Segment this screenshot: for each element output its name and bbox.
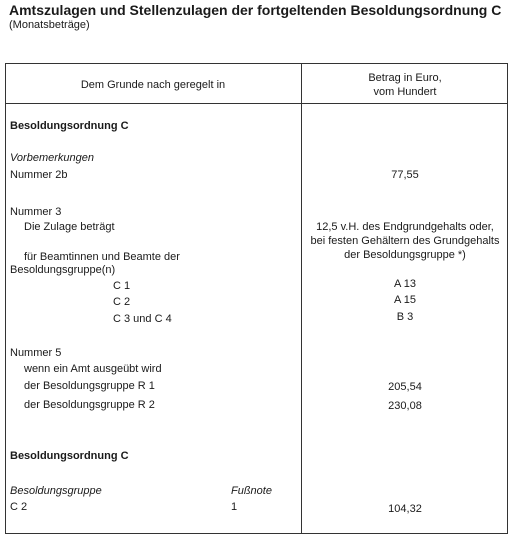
row-group: C 2 [10,501,28,513]
header-right-line2: vom Hundert [373,86,437,98]
header-left: Dem Grunde nach geregelt in [80,79,226,91]
beamte-text-line2: Besoldungsgruppe(n) [10,264,116,276]
row-value: 104,32 [388,503,422,515]
row-value: B 3 [396,311,414,323]
row-label: der Besoldungsgruppe R 1 [24,380,155,392]
page-subtitle: (Monatsbeträge) [9,19,90,31]
vorbemerkungen-label: Vorbemerkungen [10,152,94,164]
row-label: C 2 [113,296,131,308]
column-besoldungsgruppe: Besoldungsgruppe [10,485,102,497]
header-divider [5,103,508,104]
row-label: C 1 [113,280,131,292]
nummer-2b-value: 77,55 [391,169,419,181]
row-value: 205,54 [388,381,422,393]
nummer-5-label: Nummer 5 [10,347,62,359]
nummer-3-label: Nummer 3 [10,206,62,218]
zulage-text: Die Zulage beträgt [24,221,115,233]
row-value: 230,08 [388,400,422,412]
column-fussnote: Fußnote [231,485,272,497]
section-heading: Besoldungsordnung C [10,120,129,132]
beamte-text-line1: für Beamtinnen und Beamte der [24,251,180,263]
header-right-line1: Betrag in Euro, [368,72,442,84]
row-value: A 15 [393,294,417,306]
nummer-3-text-line3: der Besoldungsgruppe *) [344,249,466,261]
section-heading: Besoldungsordnung C [10,450,129,462]
nummer-2b-label: Nummer 2b [10,169,68,181]
nummer-3-text-line1: 12,5 v.H. des Endgrundgehalts oder, [316,221,494,233]
amt-text: wenn ein Amt ausgeübt wird [24,363,162,375]
row-value: A 13 [393,278,417,290]
page-title: Amtszulagen und Stellenzulagen der fortgeltenden Besoldungsordnung C [9,2,502,18]
row-footnote: 1 [231,501,238,513]
row-label: C 3 und C 4 [113,313,172,325]
nummer-3-text-line2: bei festen Gehältern des Grundgehalts [310,235,500,247]
row-label: der Besoldungsgruppe R 2 [24,399,155,411]
